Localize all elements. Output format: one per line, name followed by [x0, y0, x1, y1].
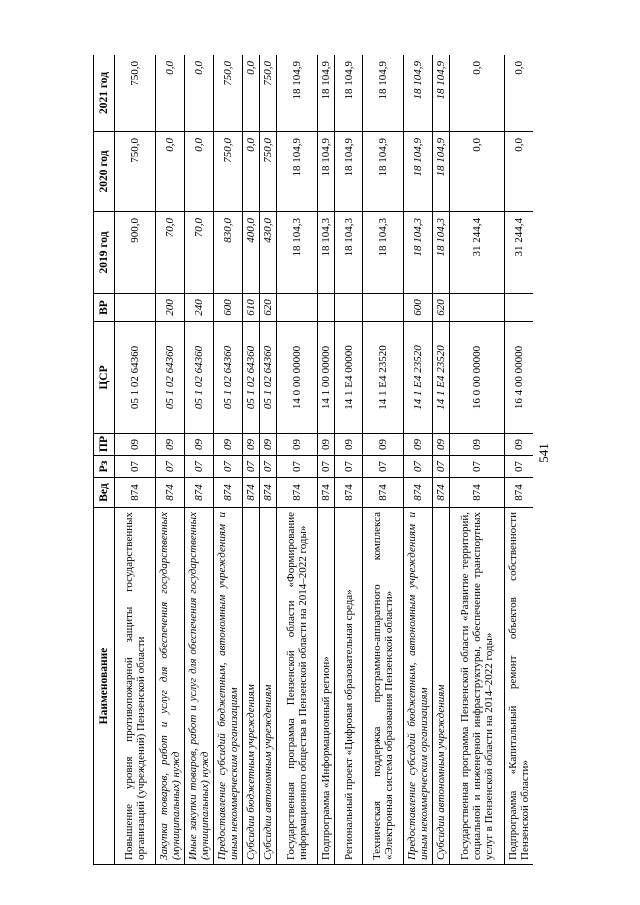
cell-pr: 09 [185, 434, 214, 456]
cell-2020: 18 104,9 [404, 132, 433, 212]
cell-csr: 14 1 E4 23520 [433, 322, 450, 434]
cell-2021: 18 104,9 [318, 55, 335, 132]
cell-2021: 750,0 [260, 55, 277, 132]
cell-2020: 18 104,9 [318, 132, 335, 212]
cell-pr: 09 [404, 434, 433, 456]
cell-2019: 18 104,3 [433, 212, 450, 294]
cell-pr: 09 [260, 434, 277, 456]
header-name: Наименование [94, 508, 115, 865]
header-pr: ПР [94, 434, 115, 456]
cell-ved: 874 [243, 478, 260, 508]
cell-2019: 18 104,3 [318, 212, 335, 294]
cell-2019: 18 104,3 [363, 212, 404, 294]
cell-2019: 31 244,4 [505, 212, 534, 294]
cell-2021: 18 104,9 [433, 55, 450, 132]
cell-rz: 07 [363, 456, 404, 478]
cell-rz: 07 [433, 456, 450, 478]
cell-vr: 200 [156, 294, 185, 322]
table-row [433, 55, 450, 865]
cell-pr: 09 [156, 434, 185, 456]
cell-vr [335, 294, 363, 322]
table-row [318, 55, 335, 865]
cell-vr: 240 [185, 294, 214, 322]
cell-vr: 620 [260, 294, 277, 322]
cell-csr: 05 1 02 64360 [115, 322, 156, 434]
cell-2020: 750,0 [214, 132, 243, 212]
cell-ved: 874 [318, 478, 335, 508]
table-row [335, 55, 363, 865]
table-row [214, 55, 243, 865]
cell-rz: 07 [185, 456, 214, 478]
cell-ved: 874 [505, 478, 534, 508]
table-row [404, 55, 433, 865]
cell-2020: 18 104,9 [433, 132, 450, 212]
cell-2019: 70,0 [156, 212, 185, 294]
cell-rz: 07 [115, 456, 156, 478]
cell-pr: 09 [214, 434, 243, 456]
cell-rz: 07 [156, 456, 185, 478]
cell-name: Региональный проект «Цифровая образовательная среда» [335, 508, 363, 865]
cell-name: Подпрограмма «Информационный регион» [318, 508, 335, 865]
page-number [530, 438, 558, 468]
cell-2020: 0,0 [156, 132, 185, 212]
cell-ved: 874 [156, 478, 185, 508]
cell-vr [505, 294, 534, 322]
cell-name: Закупка товаров, работ и услуг для обеспечения государственных (муниципальных) нужд [156, 508, 185, 865]
table-row [156, 55, 185, 865]
cell-name: Техническая поддержка программно-аппаратного комплекса «Электронная система образования Пензенской области» [363, 508, 404, 865]
cell-name: Государственная программа Пензенской области «Развитие территорий, социальной и инженерной инфраструктуры, обеспечение транспортных услуг в Пензенской области на 2014–2022 годы» [450, 508, 505, 865]
cell-name: Субсидии автономным учреждениям [433, 508, 450, 865]
header-vr: ВР [94, 294, 115, 322]
cell-ved: 874 [433, 478, 450, 508]
cell-2021: 18 104,9 [363, 55, 404, 132]
cell-vr [115, 294, 156, 322]
cell-2021: 18 104,9 [335, 55, 363, 132]
cell-2021: 0,0 [243, 55, 260, 132]
table-row [450, 55, 505, 865]
cell-ved: 874 [335, 478, 363, 508]
cell-pr: 09 [335, 434, 363, 456]
cell-vr [318, 294, 335, 322]
cell-ved: 874 [214, 478, 243, 508]
cell-rz: 07 [277, 456, 318, 478]
header-csr: ЦСР [94, 322, 115, 434]
cell-2021: 0,0 [185, 55, 214, 132]
cell-2019: 830,0 [214, 212, 243, 294]
cell-name: Субсидии бюджетным учреждениям [243, 508, 260, 865]
table-row [243, 55, 260, 865]
header-2020: 2020 год [94, 132, 115, 212]
cell-2021: 18 104,9 [404, 55, 433, 132]
cell-csr: 14 1 00 00000 [318, 322, 335, 434]
cell-name: Государственная программа Пензенской области «Формирование информационного общества в Пензенской области на 2014–2022 годы» [277, 508, 318, 865]
cell-ved: 874 [260, 478, 277, 508]
cell-csr: 05 1 02 64360 [260, 322, 277, 434]
header-2019: 2019 год [94, 212, 115, 294]
cell-rz: 07 [335, 456, 363, 478]
cell-rz: 07 [450, 456, 505, 478]
cell-csr: 05 1 02 64360 [185, 322, 214, 434]
cell-csr: 05 1 02 64360 [214, 322, 243, 434]
cell-rz: 07 [260, 456, 277, 478]
header-2021: 2021 год [94, 55, 115, 132]
cell-csr: 14 1 E4 23520 [363, 322, 404, 434]
cell-csr: 14 1 E4 00000 [335, 322, 363, 434]
cell-vr: 600 [404, 294, 433, 322]
cell-2020: 18 104,9 [363, 132, 404, 212]
cell-rz: 07 [318, 456, 335, 478]
cell-2019: 400,0 [243, 212, 260, 294]
cell-pr: 09 [450, 434, 505, 456]
page-number-text: 541 [536, 443, 551, 463]
cell-2021: 0,0 [450, 55, 505, 132]
cell-rz: 07 [505, 456, 534, 478]
cell-2021: 18 104,9 [277, 55, 318, 132]
budget-table [93, 55, 533, 865]
cell-2019: 18 104,3 [277, 212, 318, 294]
cell-vr: 610 [243, 294, 260, 322]
cell-2020: 18 104,9 [335, 132, 363, 212]
cell-csr: 05 1 02 64360 [243, 322, 260, 434]
cell-2019: 31 244,4 [450, 212, 505, 294]
cell-name: Предоставление субсидий бюджетным, автономным учреждениям и иным некоммерческим организациям [214, 508, 243, 865]
cell-2019: 18 104,3 [404, 212, 433, 294]
cell-2020: 0,0 [185, 132, 214, 212]
table-row [260, 55, 277, 865]
cell-2020: 0,0 [450, 132, 505, 212]
cell-name: Предоставление субсидий бюджетным, автономным учреждениям и иным некоммерческим организациям [404, 508, 433, 865]
budget-table-container [93, 55, 533, 865]
cell-vr [363, 294, 404, 322]
cell-2019: 430,0 [260, 212, 277, 294]
table-row [115, 55, 156, 865]
cell-ved: 874 [115, 478, 156, 508]
cell-csr: 16 0 00 00000 [450, 322, 505, 434]
header-rz: Рз [94, 456, 115, 478]
cell-2021: 0,0 [156, 55, 185, 132]
cell-ved: 874 [277, 478, 318, 508]
cell-pr: 09 [115, 434, 156, 456]
cell-vr [277, 294, 318, 322]
cell-2021: 0,0 [505, 55, 534, 132]
cell-2021: 750,0 [214, 55, 243, 132]
cell-name: Повышение уровня противопожарной защиты государственных организаций (учреждений) Пензенской области [115, 508, 156, 865]
table-body [115, 55, 534, 865]
table-row [185, 55, 214, 865]
cell-2021: 750,0 [115, 55, 156, 132]
cell-csr: 05 1 02 64360 [156, 322, 185, 434]
table-header-row [94, 55, 115, 865]
cell-ved: 874 [185, 478, 214, 508]
cell-rz: 07 [404, 456, 433, 478]
cell-2019: 900,0 [115, 212, 156, 294]
cell-rz: 07 [243, 456, 260, 478]
cell-csr: 14 1 E4 23520 [404, 322, 433, 434]
cell-name: Подпрограмма «Капитальный ремонт объектов собственности Пензенской области» [505, 508, 534, 865]
cell-2020: 750,0 [115, 132, 156, 212]
header-ved: Вед [94, 478, 115, 508]
table-row [363, 55, 404, 865]
cell-2019: 70,0 [185, 212, 214, 294]
table-row [277, 55, 318, 865]
cell-pr: 09 [277, 434, 318, 456]
cell-pr: 09 [243, 434, 260, 456]
table-row [505, 55, 534, 865]
cell-2020: 18 104,9 [277, 132, 318, 212]
cell-name: Субсидии автономным учреждениям [260, 508, 277, 865]
cell-ved: 874 [404, 478, 433, 508]
cell-ved: 874 [363, 478, 404, 508]
cell-csr: 16 4 00 00000 [505, 322, 534, 434]
cell-2020: 0,0 [505, 132, 534, 212]
cell-csr: 14 0 00 00000 [277, 322, 318, 434]
cell-rz: 07 [214, 456, 243, 478]
cell-ved: 874 [450, 478, 505, 508]
cell-vr [450, 294, 505, 322]
cell-pr: 09 [318, 434, 335, 456]
cell-vr: 620 [433, 294, 450, 322]
cell-pr: 09 [433, 434, 450, 456]
cell-pr: 09 [363, 434, 404, 456]
cell-vr: 600 [214, 294, 243, 322]
cell-2020: 750,0 [260, 132, 277, 212]
rotated-table [93, 55, 533, 865]
cell-2019: 18 104,3 [335, 212, 363, 294]
cell-2020: 0,0 [243, 132, 260, 212]
cell-pr: 09 [505, 434, 534, 456]
cell-name: Иные закупки товаров, работ и услуг для обеспечения государственных (муниципальных) нужд [185, 508, 214, 865]
